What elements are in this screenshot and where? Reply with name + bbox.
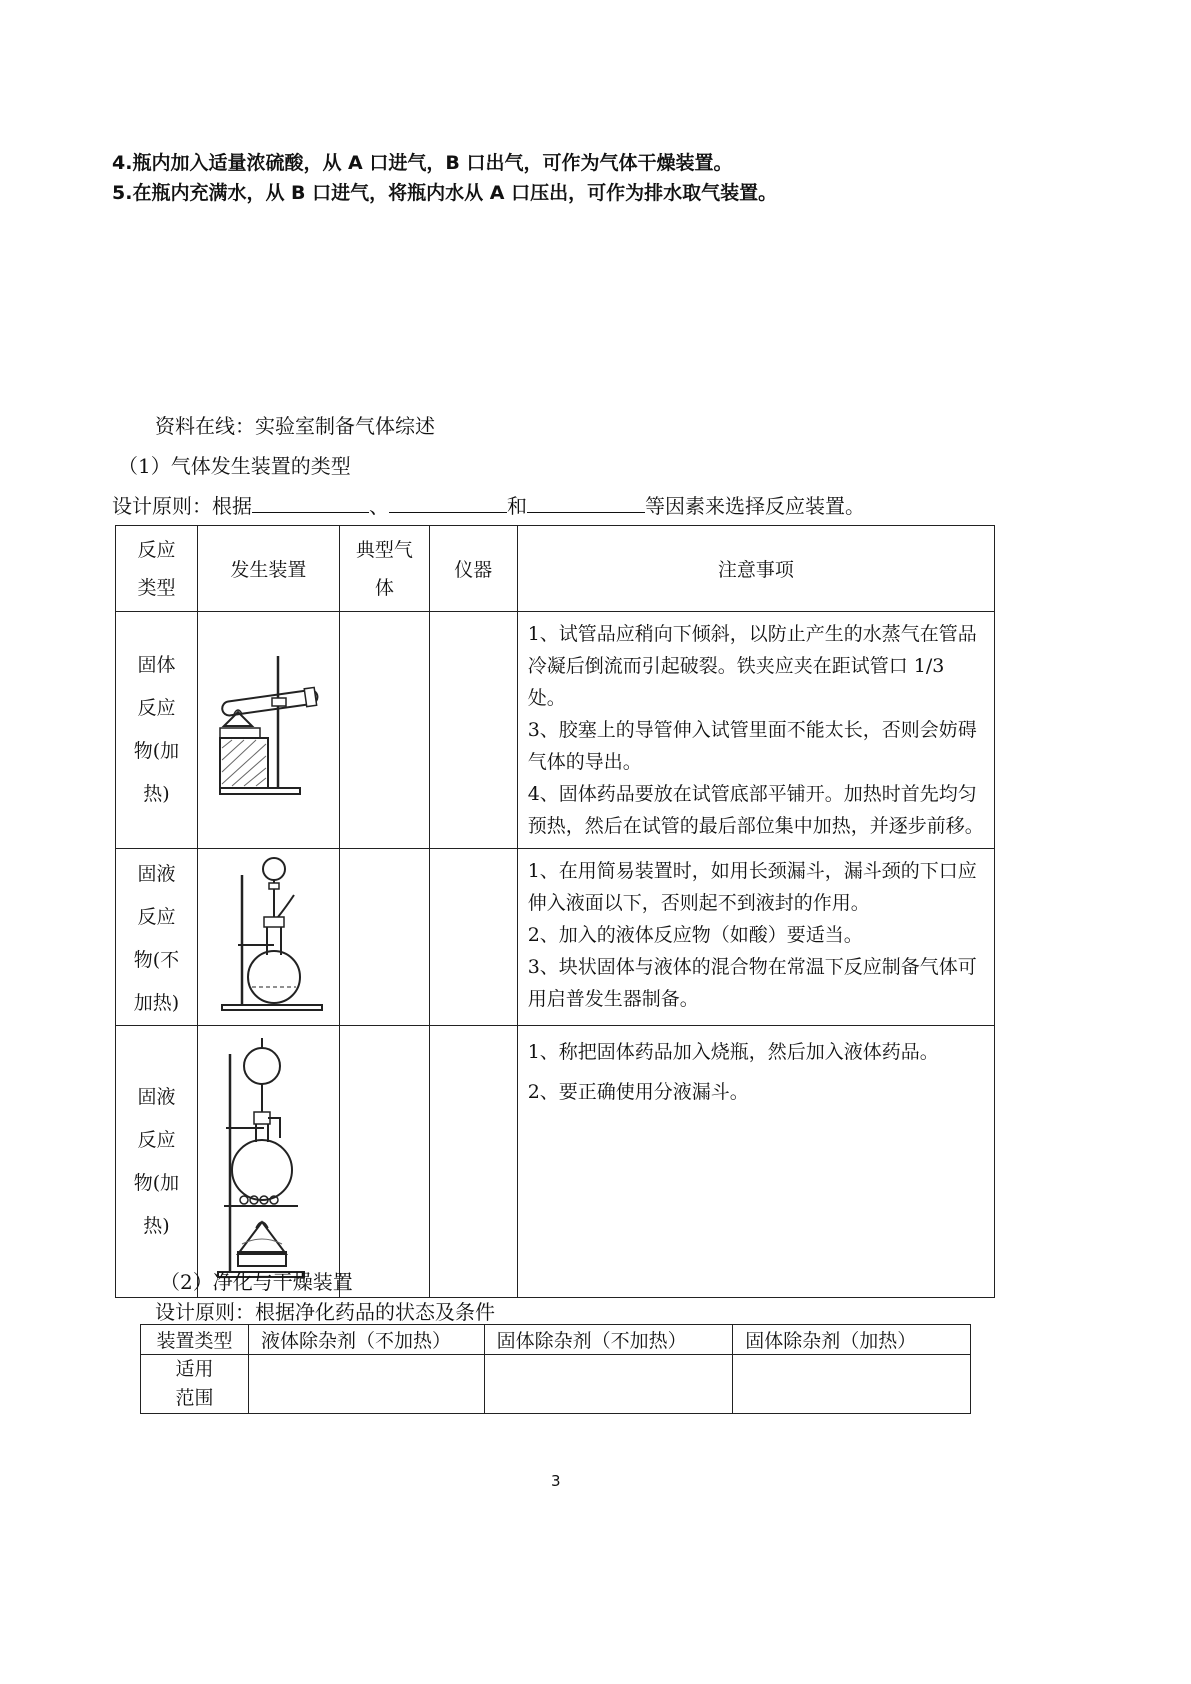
header-instrument: 仪器 xyxy=(429,526,517,612)
table-row xyxy=(116,849,995,1026)
note-item: 3、胶塞上的导管伸入试管里面不能太长，否则会妨碍气体的导出。 xyxy=(527,719,977,773)
test-tube-heating-apparatus-icon xyxy=(197,612,339,849)
header-apparatus: 发生装置 xyxy=(197,526,339,612)
header-liquid-no-heat: 液体除杂剂（不加热） xyxy=(248,1325,484,1355)
row-instrument[interactable] xyxy=(429,1026,517,1298)
table-row xyxy=(116,612,995,849)
gas-generation-table xyxy=(115,525,995,1298)
header-type: 反应类型 xyxy=(116,526,198,612)
intro-line-4: 4.瓶内加入适量浓硫酸，从 A 口进气，B 口出气，可作为气体干燥装置。 xyxy=(112,152,733,174)
table-header-row xyxy=(116,526,995,612)
principle-prefix: 设计原则：根据 xyxy=(112,494,252,518)
header-solid-heat: 固体除杂剂（加热） xyxy=(733,1325,971,1355)
row-gas[interactable] xyxy=(339,1026,429,1298)
purification-table xyxy=(140,1324,971,1414)
flask-funnel-apparatus-icon xyxy=(197,849,339,1026)
header-gas: 典型气体 xyxy=(339,526,429,612)
row-instrument[interactable] xyxy=(429,612,517,849)
table-row xyxy=(116,1026,995,1298)
header-solid-no-heat: 固体除杂剂（不加热） xyxy=(484,1325,733,1355)
part1-title: （1）气体发生装置的类型 xyxy=(118,454,351,478)
row-label-scope: 适用范围 xyxy=(141,1355,249,1414)
note-item: 3、块状固体与液体的混合物在常温下反应制备气体可用启普发生器制备。 xyxy=(527,956,977,1010)
note-item: 2、加入的液体反应物（如酸）要适当。 xyxy=(527,924,863,946)
row-notes xyxy=(517,612,994,849)
cell-solid-heat[interactable] xyxy=(733,1355,971,1414)
section-heading: 资料在线：实验室制备气体综述 xyxy=(155,414,435,438)
row-gas[interactable] xyxy=(339,612,429,849)
part2-title: （2）净化与干燥装置 xyxy=(160,1270,353,1294)
design-principle xyxy=(112,490,865,519)
principle-sep1: 、 xyxy=(369,494,389,518)
row-type: 固液反应物(加热) xyxy=(116,1026,198,1298)
note-item: 1、称把固体药品加入烧瓶，然后加入液体药品。 xyxy=(527,1041,939,1063)
principle-suffix: 等因素来选择反应装置。 xyxy=(645,494,865,518)
note-item: 1、试管品应稍向下倾斜，以防止产生的水蒸气在管品冷凝后倒流而引起破裂。铁夹应夹在距试管口 1/3 处。 xyxy=(527,623,977,709)
page-number: 3 xyxy=(551,1472,561,1490)
table-row xyxy=(141,1355,971,1414)
note-item: 2、要正确使用分液漏斗。 xyxy=(527,1081,749,1103)
blank-1[interactable] xyxy=(252,492,369,513)
blank-3[interactable] xyxy=(527,492,645,513)
principle-sep2: 和 xyxy=(507,494,527,518)
row-type: 固体反应物(加热) xyxy=(116,612,198,849)
part2-principle: 设计原则：根据净化药品的状态及条件 xyxy=(155,1300,495,1324)
note-item: 1、在用简易装置时，如用长颈漏斗，漏斗颈的下口应伸入液面以下，否则起不到液封的作用。 xyxy=(527,860,977,914)
row-instrument[interactable] xyxy=(429,849,517,1026)
intro-line-5: 5.在瓶内充满水，从 B 口进气，将瓶内水从 A 口压出，可作为排水取气装置。 xyxy=(112,182,778,204)
cell-liquid-no-heat[interactable] xyxy=(248,1355,484,1414)
note-item: 4、固体药品要放在试管底部平铺开。加热时首先均匀预热，然后在试管的最后部位集中加热，并逐步前移。 xyxy=(527,783,984,837)
table-header-row xyxy=(141,1325,971,1355)
header-device-type: 装置类型 xyxy=(141,1325,249,1355)
cell-solid-no-heat[interactable] xyxy=(484,1355,733,1414)
flask-heating-apparatus-icon xyxy=(197,1026,339,1298)
row-notes xyxy=(517,849,994,1026)
row-notes xyxy=(517,1026,994,1298)
blank-2[interactable] xyxy=(389,492,507,513)
row-type: 固液反应物(不加热) xyxy=(116,849,198,1026)
row-gas[interactable] xyxy=(339,849,429,1026)
header-notes: 注意事项 xyxy=(517,526,994,612)
